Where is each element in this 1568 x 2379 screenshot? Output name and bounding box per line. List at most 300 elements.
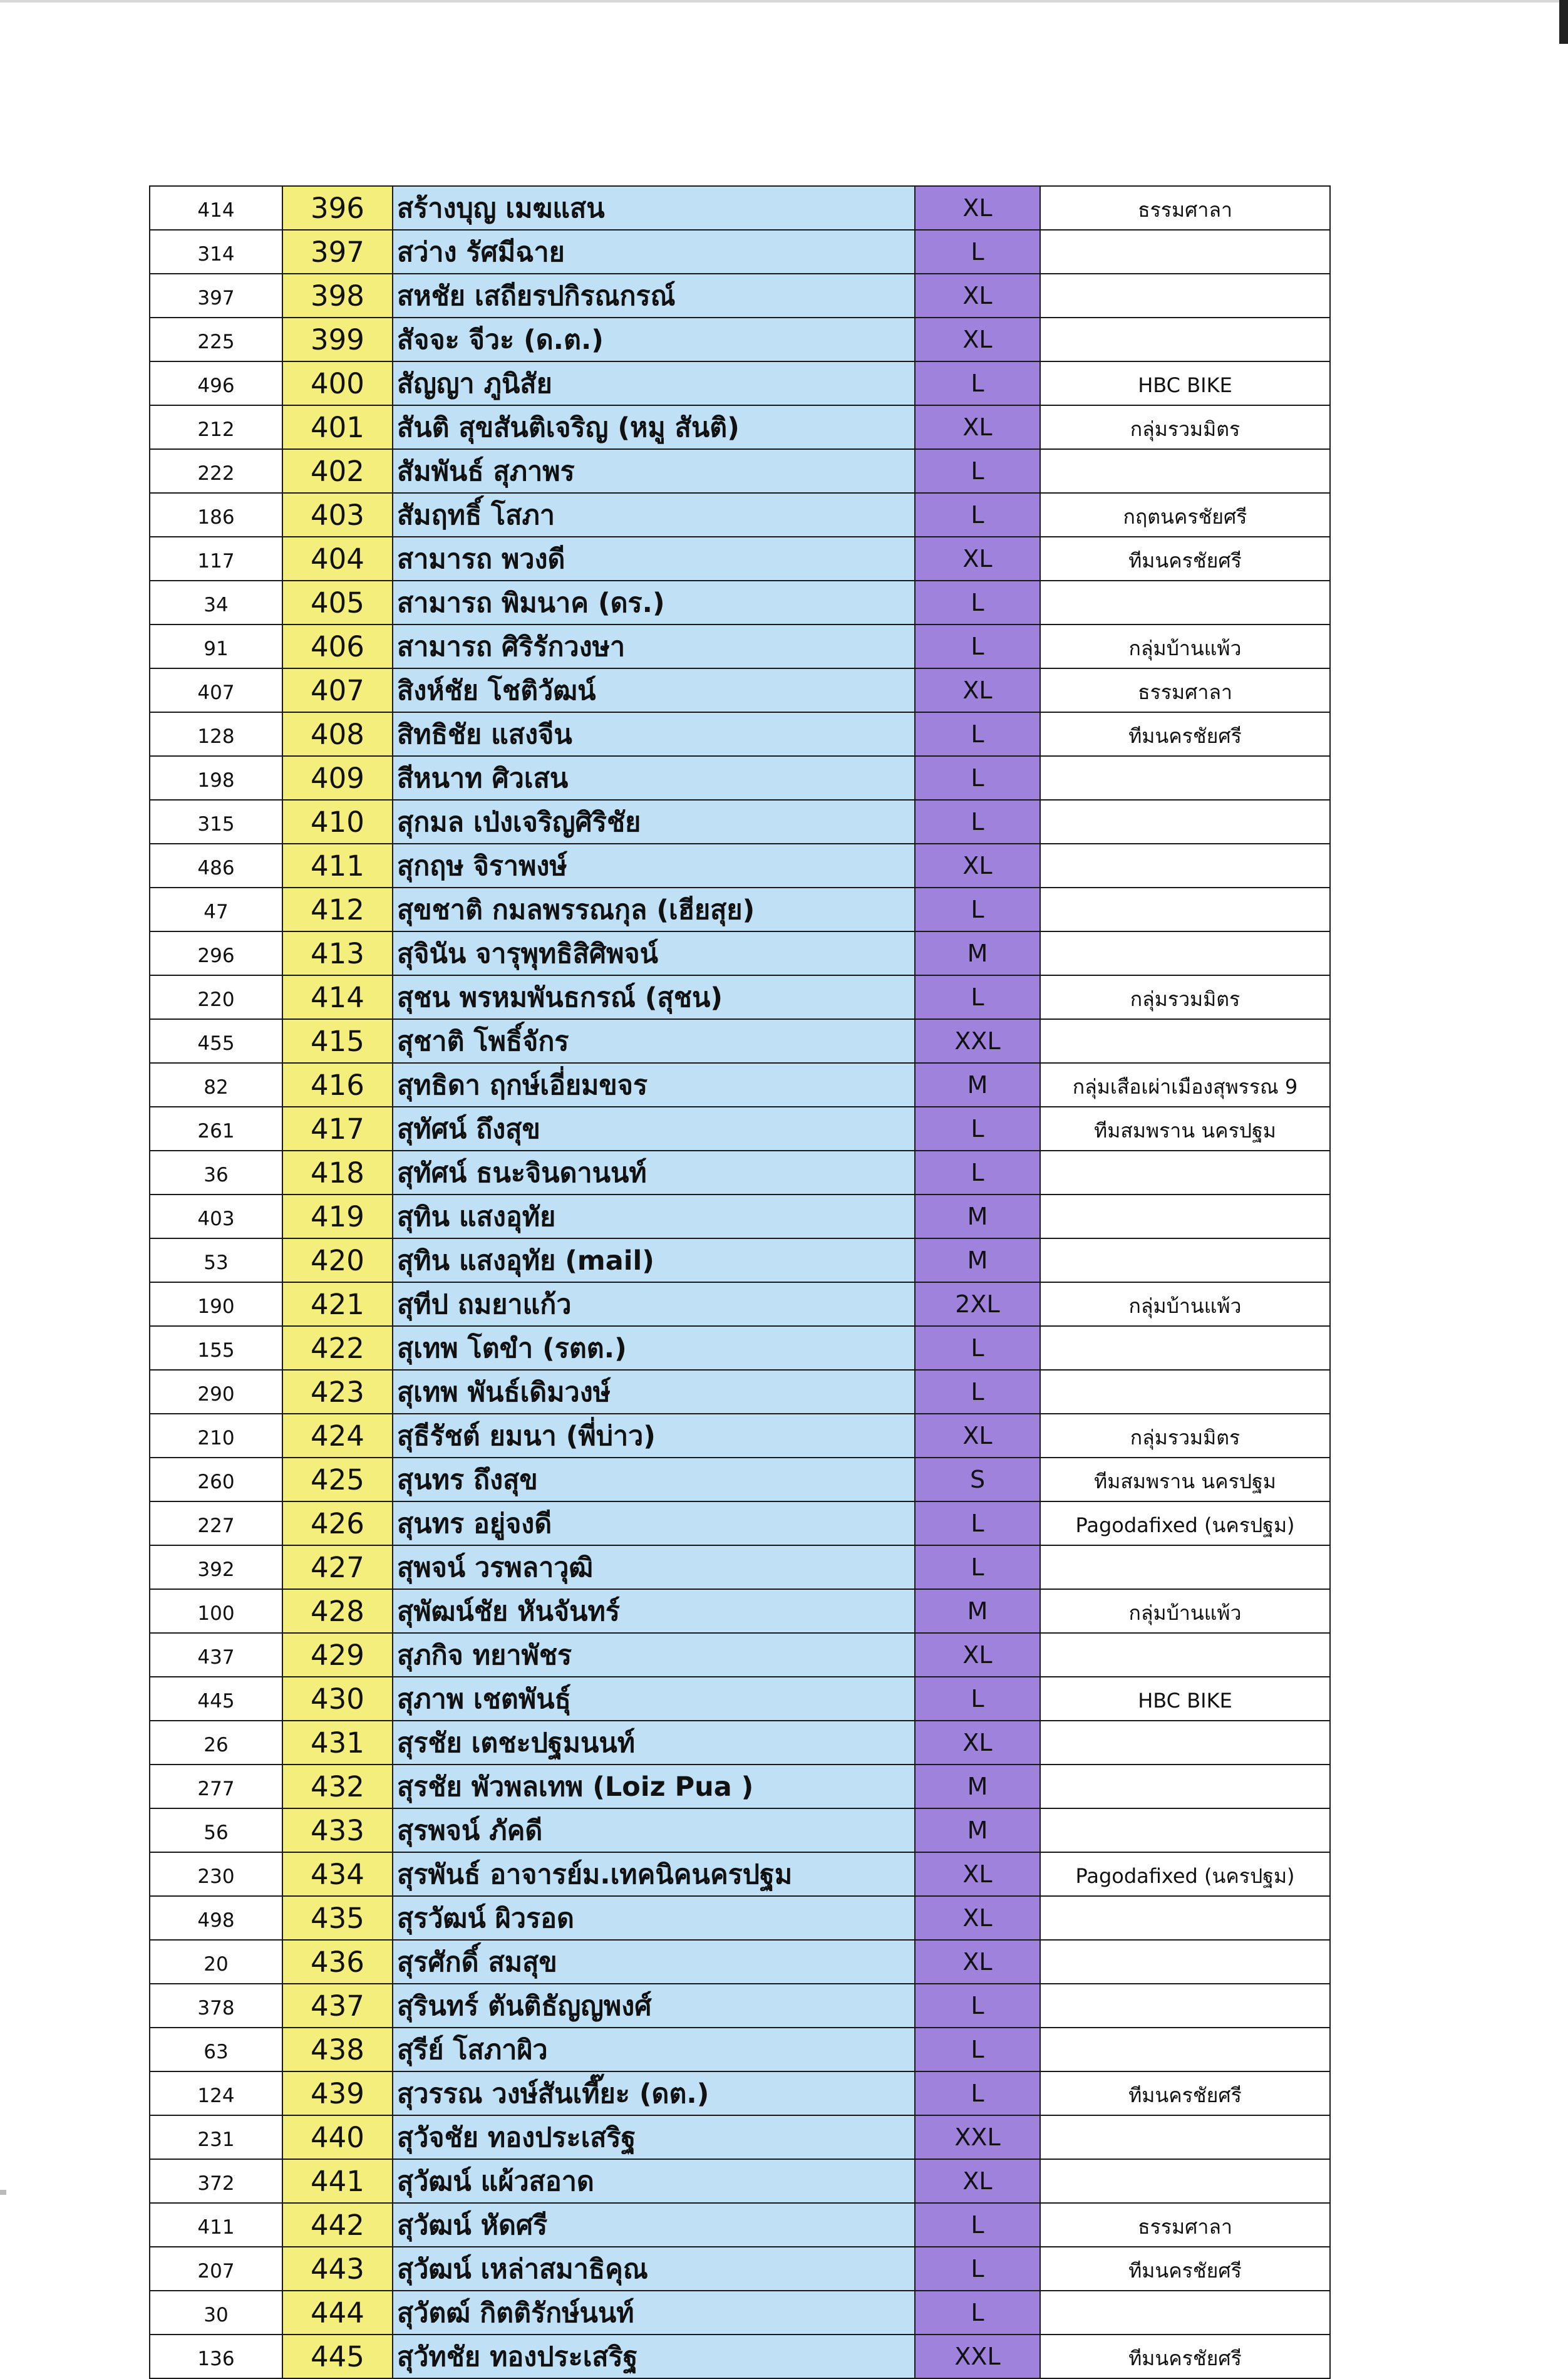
shirt-size-cell: L: [915, 756, 1040, 800]
participant-name-cell: สีหนาท ศิวเสน: [393, 756, 915, 800]
participant-name-cell: สุวัฒน์ หัดศรี: [393, 2203, 915, 2247]
participant-name-cell: สุทธิดา ฤกษ์เอี่ยมขจร: [393, 1063, 915, 1107]
club-name-cell: [1040, 2159, 1330, 2203]
participant-name-cell: สามารถ พวงดี: [393, 537, 915, 581]
shirt-size-cell: XL: [915, 405, 1040, 449]
bib-number-cell: 443: [282, 2247, 393, 2291]
registration-number-cell: 315: [150, 800, 282, 844]
bib-number-cell: 431: [282, 1721, 393, 1765]
table-row: [150, 1545, 1330, 1589]
registration-number-cell: 261: [150, 1107, 282, 1151]
registration-number-cell: 210: [150, 1414, 282, 1458]
registration-number-cell: 26: [150, 1721, 282, 1765]
shirt-size-cell: S: [915, 1458, 1040, 1501]
table-row: [150, 1852, 1330, 1896]
shirt-size-cell: M: [915, 1589, 1040, 1633]
participant-name-cell: สัมฤทธิ์ โสภา: [393, 493, 915, 537]
bib-number-cell: 396: [282, 186, 393, 230]
shirt-size-cell: 2XL: [915, 1282, 1040, 1326]
club-name-cell: [1040, 1019, 1330, 1063]
club-name-cell: [1040, 931, 1330, 975]
bib-number-cell: 413: [282, 931, 393, 975]
club-name-cell: [1040, 1940, 1330, 1984]
participant-name-cell: สุกมล เป่งเจริญศิริชัย: [393, 800, 915, 844]
shirt-size-cell: XXL: [915, 2335, 1040, 2378]
shirt-size-cell: L: [915, 1984, 1040, 2028]
registration-number-cell: 136: [150, 2335, 282, 2378]
registration-number-cell: 186: [150, 493, 282, 537]
club-name-cell: Pagodafixed (นครปฐม): [1040, 1501, 1330, 1545]
shirt-size-cell: L: [915, 2028, 1040, 2071]
table-row: [150, 581, 1330, 625]
shirt-size-cell: M: [915, 1765, 1040, 1808]
bib-number-cell: 428: [282, 1589, 393, 1633]
club-name-cell: [1040, 1896, 1330, 1940]
club-name-cell: ทีมนครชัยศรี: [1040, 2071, 1330, 2115]
shirt-size-cell: L: [915, 888, 1040, 931]
bib-number-cell: 436: [282, 1940, 393, 1984]
club-name-cell: [1040, 756, 1330, 800]
bib-number-cell: 412: [282, 888, 393, 931]
bib-number-cell: 417: [282, 1107, 393, 1151]
club-name-cell: ธรรมศาลา: [1040, 186, 1330, 230]
registration-number-cell: 117: [150, 537, 282, 581]
participant-name-cell: สุขชาติ กมลพรรณกุล (เฮียสุย): [393, 888, 915, 931]
bib-number-cell: 415: [282, 1019, 393, 1063]
club-name-cell: กลุ่มบ้านแพ้ว: [1040, 1282, 1330, 1326]
shirt-size-cell: XXL: [915, 1019, 1040, 1063]
club-name-cell: กลุ่มรวมมิตร: [1040, 975, 1330, 1019]
shirt-size-cell: M: [915, 1808, 1040, 1852]
registration-number-cell: 91: [150, 625, 282, 668]
club-name-cell: ทีมนครชัยศรี: [1040, 2335, 1330, 2378]
table-row: [150, 888, 1330, 931]
shirt-size-cell: XL: [915, 537, 1040, 581]
table-row: [150, 1808, 1330, 1852]
bib-number-cell: 442: [282, 2203, 393, 2247]
club-name-cell: กลุ่มบ้านแพ้ว: [1040, 1589, 1330, 1633]
shirt-size-cell: XXL: [915, 2115, 1040, 2159]
table-row: [150, 800, 1330, 844]
club-name-cell: กลุ่มบ้านแพ้ว: [1040, 625, 1330, 668]
shirt-size-cell: L: [915, 1545, 1040, 1589]
club-name-cell: กฤตนครชัยศรี: [1040, 493, 1330, 537]
bib-number-cell: 440: [282, 2115, 393, 2159]
club-name-cell: [1040, 844, 1330, 888]
registration-number-cell: 445: [150, 1677, 282, 1721]
club-name-cell: ทีมสมพราน นครปฐม: [1040, 1107, 1330, 1151]
participant-name-cell: สุทัศน์ ถึงสุข: [393, 1107, 915, 1151]
club-name-cell: HBC BIKE: [1040, 1677, 1330, 1721]
club-name-cell: [1040, 1326, 1330, 1370]
table-row: [150, 1107, 1330, 1151]
registration-number-cell: 82: [150, 1063, 282, 1107]
bib-number-cell: 408: [282, 712, 393, 756]
table-row: [150, 1019, 1330, 1063]
participant-name-cell: สุทิน แสงอุทัย: [393, 1195, 915, 1238]
shirt-size-cell: XL: [915, 2159, 1040, 2203]
participant-name-cell: สามารถ ศิริรักวงษา: [393, 625, 915, 668]
club-name-cell: [1040, 1721, 1330, 1765]
participant-name-cell: สุกฤษ จิราพงษ์: [393, 844, 915, 888]
shirt-size-cell: M: [915, 1238, 1040, 1282]
table-row: [150, 1765, 1330, 1808]
table-row: [150, 2115, 1330, 2159]
shirt-size-cell: L: [915, 1326, 1040, 1370]
bib-number-cell: 420: [282, 1238, 393, 1282]
bib-number-cell: 425: [282, 1458, 393, 1501]
registration-number-cell: 290: [150, 1370, 282, 1414]
registration-number-cell: 296: [150, 931, 282, 975]
registration-number-cell: 498: [150, 1896, 282, 1940]
bib-number-cell: 429: [282, 1633, 393, 1677]
participant-name-cell: สหชัย เสถียรปกิรณกรณ์: [393, 274, 915, 318]
participant-name-cell: สุทีป ถมยาแก้ว: [393, 1282, 915, 1326]
shirt-size-cell: L: [915, 1370, 1040, 1414]
registration-number-cell: 34: [150, 581, 282, 625]
bib-number-cell: 401: [282, 405, 393, 449]
club-name-cell: กลุ่มรวมมิตร: [1040, 1414, 1330, 1458]
bib-number-cell: 426: [282, 1501, 393, 1545]
participant-name-cell: สุรีย์ โสภาผิว: [393, 2028, 915, 2071]
roster-table: [149, 185, 1331, 2379]
table-row: [150, 2028, 1330, 2071]
scan-corner-mark: [1559, 0, 1568, 44]
table-row: [150, 1940, 1330, 1984]
registration-number-cell: 407: [150, 668, 282, 712]
club-name-cell: [1040, 2291, 1330, 2335]
registration-number-cell: 155: [150, 1326, 282, 1370]
table-row: [150, 318, 1330, 361]
registration-number-cell: 486: [150, 844, 282, 888]
table-row: [150, 2159, 1330, 2203]
bib-number-cell: 398: [282, 274, 393, 318]
club-name-cell: [1040, 1151, 1330, 1195]
bib-number-cell: 445: [282, 2335, 393, 2378]
club-name-cell: [1040, 1545, 1330, 1589]
participant-name-cell: สุรศักดิ์ สมสุข: [393, 1940, 915, 1984]
registration-number-cell: 231: [150, 2115, 282, 2159]
club-name-cell: กลุ่มเสือเผ่าเมืองสุพรรณ 9: [1040, 1063, 1330, 1107]
registration-number-cell: 314: [150, 230, 282, 274]
shirt-size-cell: XL: [915, 844, 1040, 888]
shirt-size-cell: XL: [915, 1633, 1040, 1677]
shirt-size-cell: L: [915, 2247, 1040, 2291]
registration-number-cell: 190: [150, 1282, 282, 1326]
table-row: [150, 1896, 1330, 1940]
participant-name-cell: สัมพันธ์ สุภาพร: [393, 449, 915, 493]
participant-name-cell: สุนทร อยู่จงดี: [393, 1501, 915, 1545]
table-row: [150, 1326, 1330, 1370]
club-name-cell: [1040, 1808, 1330, 1852]
participant-name-cell: สุรพันธ์ อาจารย์ม.เทคนิคนครปฐม: [393, 1852, 915, 1896]
bib-number-cell: 418: [282, 1151, 393, 1195]
club-name-cell: Pagodafixed (นครปฐม): [1040, 1852, 1330, 1896]
participant-name-cell: สุชาติ โพธิ์จักร: [393, 1019, 915, 1063]
bib-number-cell: 424: [282, 1414, 393, 1458]
registration-number-cell: 128: [150, 712, 282, 756]
club-name-cell: ทีมนครชัยศรี: [1040, 2247, 1330, 2291]
shirt-size-cell: XL: [915, 1414, 1040, 1458]
participant-name-cell: สุรชัย พัวพลเทพ (Loiz Pua ): [393, 1765, 915, 1808]
bib-number-cell: 438: [282, 2028, 393, 2071]
bib-number-cell: 405: [282, 581, 393, 625]
club-name-cell: [1040, 800, 1330, 844]
club-name-cell: [1040, 581, 1330, 625]
registration-number-cell: 124: [150, 2071, 282, 2115]
bib-number-cell: 422: [282, 1326, 393, 1370]
registration-number-cell: 220: [150, 975, 282, 1019]
table-row: [150, 493, 1330, 537]
table-row: [150, 1282, 1330, 1326]
shirt-size-cell: L: [915, 230, 1040, 274]
shirt-size-cell: XL: [915, 668, 1040, 712]
participant-name-cell: สุวัจชัย ทองประเสริฐ: [393, 2115, 915, 2159]
table-row: [150, 537, 1330, 581]
bib-number-cell: 409: [282, 756, 393, 800]
club-name-cell: [1040, 1984, 1330, 2028]
bib-number-cell: 423: [282, 1370, 393, 1414]
club-name-cell: [1040, 449, 1330, 493]
shirt-size-cell: L: [915, 361, 1040, 405]
participant-name-cell: สร้างบุญ เมฆแสน: [393, 186, 915, 230]
table-row: [150, 230, 1330, 274]
bib-number-cell: 406: [282, 625, 393, 668]
participant-name-cell: สว่าง รัศมีฉาย: [393, 230, 915, 274]
table-row: [150, 274, 1330, 318]
registration-number-cell: 277: [150, 1765, 282, 1808]
bib-number-cell: 435: [282, 1896, 393, 1940]
bib-number-cell: 430: [282, 1677, 393, 1721]
registration-number-cell: 392: [150, 1545, 282, 1589]
shirt-size-cell: L: [915, 1677, 1040, 1721]
table-row: [150, 625, 1330, 668]
table-row: [150, 975, 1330, 1019]
bib-number-cell: 416: [282, 1063, 393, 1107]
participant-name-cell: สุนทร ถึงสุข: [393, 1458, 915, 1501]
registration-number-cell: 225: [150, 318, 282, 361]
table-row: [150, 1414, 1330, 1458]
shirt-size-cell: XL: [915, 1852, 1040, 1896]
registration-number-cell: 20: [150, 1940, 282, 1984]
club-name-cell: กลุ่มรวมมิตร: [1040, 405, 1330, 449]
shirt-size-cell: XL: [915, 1721, 1040, 1765]
club-name-cell: [1040, 888, 1330, 931]
bib-number-cell: 444: [282, 2291, 393, 2335]
bib-number-cell: 437: [282, 1984, 393, 2028]
shirt-size-cell: XL: [915, 1940, 1040, 1984]
bib-number-cell: 407: [282, 668, 393, 712]
participant-name-cell: สุชน พรหมพันธกรณ์ (สุชน): [393, 975, 915, 1019]
participant-name-cell: สัจจะ จีวะ (ด.ต.): [393, 318, 915, 361]
participant-name-cell: สุวรรณ วงษ์สันเที๊ยะ (ดต.): [393, 2071, 915, 2115]
table-row: [150, 2291, 1330, 2335]
table-row: [150, 1458, 1330, 1501]
bib-number-cell: 432: [282, 1765, 393, 1808]
bib-number-cell: 399: [282, 318, 393, 361]
participant-name-cell: สุรวัฒน์ ผิวรอด: [393, 1896, 915, 1940]
registration-number-cell: 30: [150, 2291, 282, 2335]
registration-number-cell: 496: [150, 361, 282, 405]
club-name-cell: ทีมนครชัยศรี: [1040, 537, 1330, 581]
registration-number-cell: 455: [150, 1019, 282, 1063]
shirt-size-cell: M: [915, 1195, 1040, 1238]
club-name-cell: [1040, 230, 1330, 274]
table-row: [150, 2335, 1330, 2378]
table-row: [150, 1195, 1330, 1238]
scan-edge-line: [0, 0, 1568, 3]
club-name-cell: ธรรมศาลา: [1040, 2203, 1330, 2247]
shirt-size-cell: XL: [915, 274, 1040, 318]
shirt-size-cell: XL: [915, 1896, 1040, 1940]
participant-name-cell: สุรพจน์ ภัคดี: [393, 1808, 915, 1852]
roster-body: [150, 186, 1330, 2378]
bib-number-cell: 441: [282, 2159, 393, 2203]
shirt-size-cell: L: [915, 800, 1040, 844]
registration-number-cell: 397: [150, 274, 282, 318]
registration-number-cell: 100: [150, 1589, 282, 1633]
participant-name-cell: สุภาพ เชตพันธุ์: [393, 1677, 915, 1721]
table-row: [150, 668, 1330, 712]
registration-number-cell: 212: [150, 405, 282, 449]
participant-name-cell: สุวัฒน์ แผ้วสอาด: [393, 2159, 915, 2203]
registration-number-cell: 36: [150, 1151, 282, 1195]
participant-name-cell: สุธีรัชต์ ยมนา (พี่บ่าว): [393, 1414, 915, 1458]
table-row: [150, 1370, 1330, 1414]
shirt-size-cell: L: [915, 2071, 1040, 2115]
bib-number-cell: 400: [282, 361, 393, 405]
table-row: [150, 1984, 1330, 2028]
shirt-size-cell: L: [915, 1107, 1040, 1151]
registration-number-cell: 414: [150, 186, 282, 230]
participant-name-cell: สุจินัน จารุพุทธิสิศิพจน์: [393, 931, 915, 975]
participant-name-cell: สุวัตฒ์ กิตติรักษ์นนท์: [393, 2291, 915, 2335]
table-row: [150, 2071, 1330, 2115]
registration-number-cell: 260: [150, 1458, 282, 1501]
table-row: [150, 186, 1330, 230]
club-name-cell: [1040, 1633, 1330, 1677]
table-row: [150, 756, 1330, 800]
shirt-size-cell: L: [915, 1501, 1040, 1545]
participant-name-cell: สิงห์ชัย โชติวัฒน์: [393, 668, 915, 712]
table-row: [150, 361, 1330, 405]
club-name-cell: [1040, 1195, 1330, 1238]
club-name-cell: ทีมสมพราน นครปฐม: [1040, 1458, 1330, 1501]
bib-number-cell: 411: [282, 844, 393, 888]
table-row: [150, 1589, 1330, 1633]
table-row: [150, 2203, 1330, 2247]
table-row: [150, 1151, 1330, 1195]
registration-number-cell: 47: [150, 888, 282, 931]
bib-number-cell: 404: [282, 537, 393, 581]
table-row: [150, 844, 1330, 888]
club-name-cell: [1040, 1370, 1330, 1414]
bib-number-cell: 421: [282, 1282, 393, 1326]
registration-number-cell: 207: [150, 2247, 282, 2291]
registration-number-cell: 222: [150, 449, 282, 493]
shirt-size-cell: L: [915, 2291, 1040, 2335]
registration-number-cell: 53: [150, 1238, 282, 1282]
scan-corner-dot: [0, 2190, 6, 2195]
registration-number-cell: 198: [150, 756, 282, 800]
club-name-cell: [1040, 1765, 1330, 1808]
club-name-cell: [1040, 2115, 1330, 2159]
table-row: [150, 405, 1330, 449]
participant-name-cell: สุทิน แสงอุทัย (mail): [393, 1238, 915, 1282]
participant-name-cell: สามารถ พิมนาค (ดร.): [393, 581, 915, 625]
participant-name-cell: สุพจน์ วรพลาวุฒิ: [393, 1545, 915, 1589]
participant-name-cell: สุรินทร์ ตันติธัญญพงศ์: [393, 1984, 915, 2028]
shirt-size-cell: XL: [915, 186, 1040, 230]
shirt-size-cell: M: [915, 1063, 1040, 1107]
participant-name-cell: สุวัฒน์ เหล่าสมาธิคุณ: [393, 2247, 915, 2291]
registration-number-cell: 411: [150, 2203, 282, 2247]
participant-name-cell: สุพัฒน์ชัย หันจันทร์: [393, 1589, 915, 1633]
bib-number-cell: 439: [282, 2071, 393, 2115]
shirt-size-cell: M: [915, 931, 1040, 975]
bib-number-cell: 402: [282, 449, 393, 493]
table-row: [150, 2247, 1330, 2291]
shirt-size-cell: L: [915, 625, 1040, 668]
club-name-cell: [1040, 318, 1330, 361]
registration-number-cell: 230: [150, 1852, 282, 1896]
bib-number-cell: 419: [282, 1195, 393, 1238]
shirt-size-cell: L: [915, 712, 1040, 756]
shirt-size-cell: L: [915, 975, 1040, 1019]
table-row: [150, 1721, 1330, 1765]
registration-number-cell: 437: [150, 1633, 282, 1677]
club-name-cell: ทีมนครชัยศรี: [1040, 712, 1330, 756]
registration-number-cell: 227: [150, 1501, 282, 1545]
table-row: [150, 1063, 1330, 1107]
participant-name-cell: สุเทพ พันธ์เดิมวงษ์: [393, 1370, 915, 1414]
club-name-cell: ธรรมศาลา: [1040, 668, 1330, 712]
registration-number-cell: 56: [150, 1808, 282, 1852]
participant-name-cell: สัญญา ภูนิสัย: [393, 361, 915, 405]
bib-number-cell: 410: [282, 800, 393, 844]
registration-number-cell: 378: [150, 1984, 282, 2028]
shirt-size-cell: L: [915, 581, 1040, 625]
bib-number-cell: 414: [282, 975, 393, 1019]
bib-number-cell: 433: [282, 1808, 393, 1852]
shirt-size-cell: L: [915, 1151, 1040, 1195]
club-name-cell: [1040, 2028, 1330, 2071]
participant-name-cell: สุเทพ โตขำ (รตต.): [393, 1326, 915, 1370]
shirt-size-cell: XL: [915, 318, 1040, 361]
participant-name-cell: สุรชัย เตชะปฐมนนท์: [393, 1721, 915, 1765]
table-row: [150, 1633, 1330, 1677]
table-row: [150, 1677, 1330, 1721]
bib-number-cell: 434: [282, 1852, 393, 1896]
participant-name-cell: สันติ สุขสันติเจริญ (หมู สันติ): [393, 405, 915, 449]
participant-name-cell: สุภกิจ ทยาพัชร: [393, 1633, 915, 1677]
participant-name-cell: สุวัทชัย ทองประเสริฐ: [393, 2335, 915, 2378]
registration-number-cell: 63: [150, 2028, 282, 2071]
shirt-size-cell: L: [915, 2203, 1040, 2247]
participant-name-cell: สุทัศน์ ธนะจินดานนท์: [393, 1151, 915, 1195]
shirt-size-cell: L: [915, 493, 1040, 537]
participant-name-cell: สิทธิชัย แสงจีน: [393, 712, 915, 756]
table-row: [150, 931, 1330, 975]
table-row: [150, 1501, 1330, 1545]
registration-number-cell: 403: [150, 1195, 282, 1238]
bib-number-cell: 427: [282, 1545, 393, 1589]
club-name-cell: HBC BIKE: [1040, 361, 1330, 405]
shirt-size-cell: L: [915, 449, 1040, 493]
registration-number-cell: 372: [150, 2159, 282, 2203]
club-name-cell: [1040, 274, 1330, 318]
table-row: [150, 1238, 1330, 1282]
